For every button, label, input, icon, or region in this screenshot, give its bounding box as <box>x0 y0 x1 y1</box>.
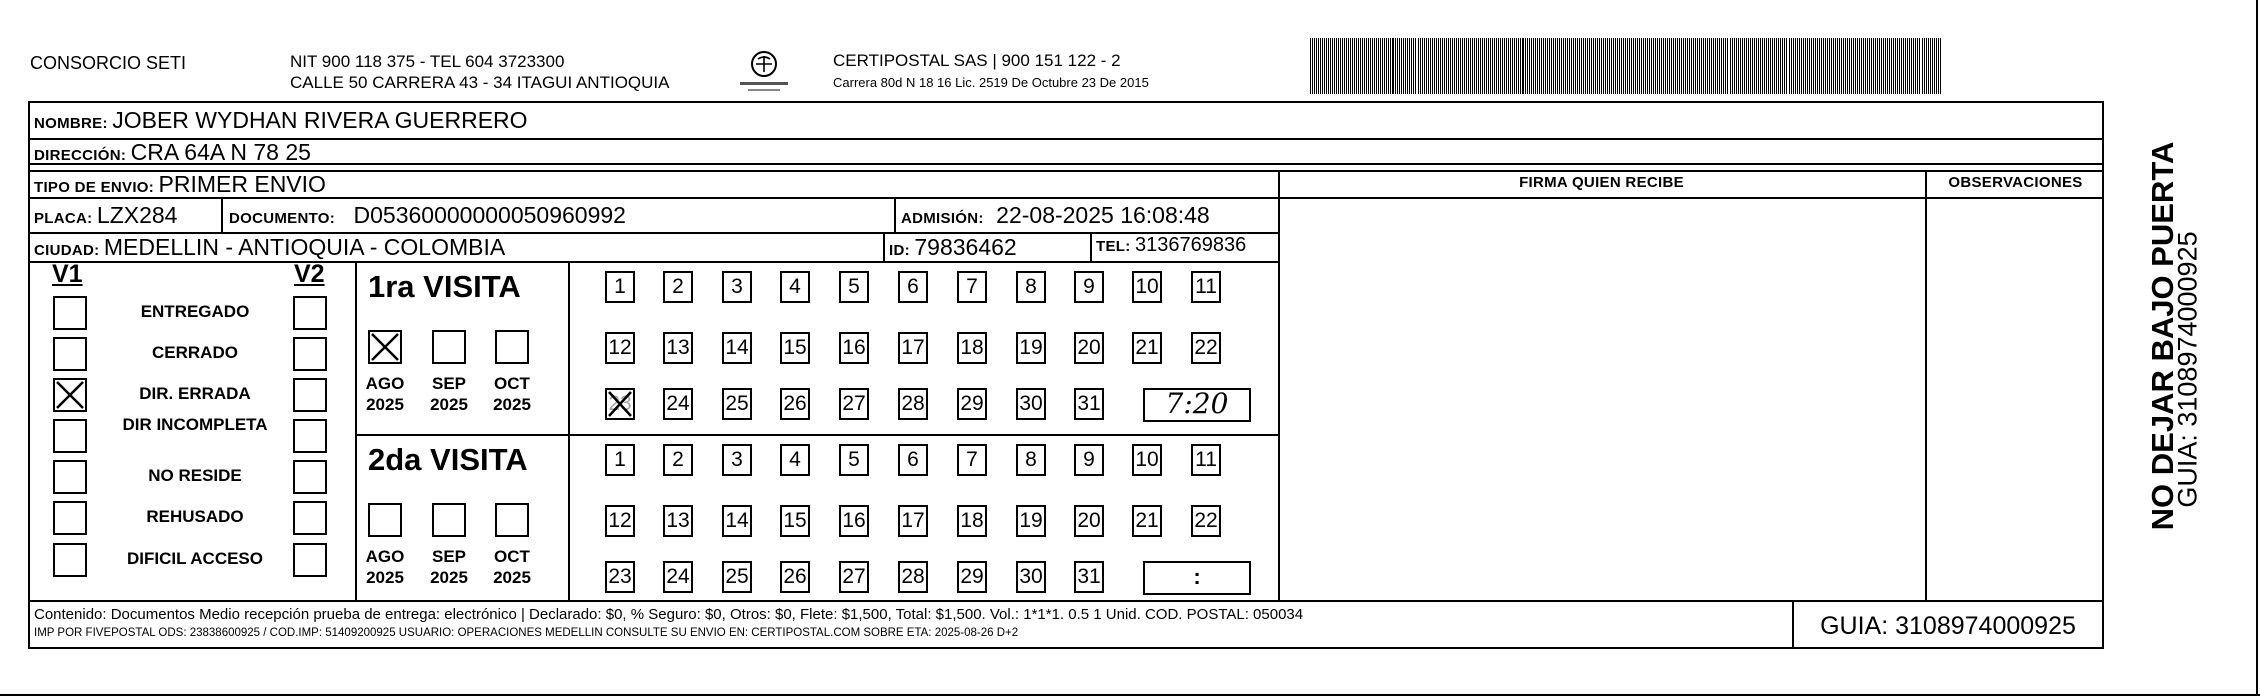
day-number: 24 <box>666 392 690 415</box>
direccion-label: DIRECCIÓN: <box>34 147 127 164</box>
day-number: 24 <box>666 565 690 588</box>
month-year: 2025 <box>366 568 404 587</box>
address-line: CALLE 50 CARRERA 43 - 34 ITAGUI ANTIOQUIA <box>290 73 670 92</box>
id-row <box>889 234 1017 261</box>
day-number: 10 <box>1135 275 1159 298</box>
day-number: 21 <box>1135 336 1159 359</box>
month-checkbox[interactable] <box>432 330 466 364</box>
day-box[interactable] <box>1016 505 1046 537</box>
day-box[interactable] <box>605 388 635 420</box>
status-v2-checkbox[interactable] <box>293 378 327 412</box>
day-box[interactable] <box>1074 388 1104 420</box>
day-number: 25 <box>725 565 749 588</box>
placa-label: PLACA: <box>34 210 93 227</box>
day-box[interactable] <box>1191 505 1221 537</box>
day-number: 16 <box>842 509 866 532</box>
month-label <box>419 373 479 415</box>
visit-title: 2da VISITA <box>368 442 528 477</box>
footer-line-2: IMP POR FIVEPOSTAL ODS: 23838600925 / COD.IMP: 51409200925 USUARIO: OPERACIONES MEDELLIN CONSULTE SU ENVIO EN: CERTIPOSTAL.COM SOBRE ETA: 2025-08-26 D+2 <box>34 627 1019 639</box>
day-number: 18 <box>960 336 984 359</box>
day-number: 12 <box>608 336 632 359</box>
ciudad-label: CIUDAD: <box>34 242 100 259</box>
month-year: 2025 <box>493 568 531 587</box>
status-label: DIR. ERRADA <box>139 384 251 403</box>
status-label: NO RESIDE <box>148 466 242 485</box>
day-number: 16 <box>842 336 866 359</box>
day-box[interactable] <box>839 505 869 537</box>
status-label: REHUSADO <box>146 507 244 526</box>
day-box[interactable] <box>605 444 635 476</box>
day-box[interactable] <box>605 561 635 593</box>
day-number: 3 <box>731 275 743 298</box>
month-name: SEP <box>431 374 467 393</box>
day-box[interactable] <box>780 271 810 303</box>
status-v1-checkbox[interactable] <box>53 419 87 453</box>
day-box[interactable] <box>839 271 869 303</box>
status-v2-checkbox[interactable] <box>293 337 327 371</box>
day-number: 31 <box>1077 565 1101 588</box>
time-value: 7:20 <box>1165 387 1229 420</box>
status-label: CERRADO <box>152 343 238 362</box>
day-number: 28 <box>901 392 925 415</box>
month-label <box>355 373 415 415</box>
day-number: 27 <box>842 392 866 415</box>
tipo-envio-label: TIPO DE ENVIO: <box>34 179 155 196</box>
month-name: AGO <box>365 547 405 566</box>
day-box[interactable] <box>663 505 693 537</box>
month-checkbox[interactable] <box>495 503 529 537</box>
day-number: 18 <box>960 509 984 532</box>
day-box[interactable] <box>722 388 752 420</box>
day-box[interactable] <box>722 332 752 364</box>
status-label: ENTREGADO <box>140 302 250 321</box>
day-box[interactable] <box>1132 444 1162 476</box>
visit-title: 1ra VISITA <box>368 269 521 304</box>
certipostal-subline: Carrera 80d N 18 16 Lic. 2519 De Octubre 23 De 2015 <box>833 75 1149 90</box>
certipostal-logo <box>736 46 792 96</box>
month-year: 2025 <box>366 395 404 414</box>
day-number: 30 <box>1019 392 1043 415</box>
nombre-row <box>34 107 528 134</box>
status-label: DIFICIL ACCESO <box>126 549 263 568</box>
month-year: 2025 <box>493 395 531 414</box>
month-name: OCT <box>494 374 530 393</box>
day-box[interactable] <box>1016 444 1046 476</box>
v2-label: V2 <box>294 260 325 288</box>
day-box[interactable] <box>957 332 987 364</box>
status-v1-checkbox[interactable] <box>53 337 87 371</box>
day-number: 30 <box>1019 565 1043 588</box>
month-year: 2025 <box>430 395 468 414</box>
nit-line: NIT 900 118 375 - TEL 604 3723300 <box>290 52 565 71</box>
day-box[interactable] <box>1016 561 1046 593</box>
day-box[interactable] <box>1016 388 1046 420</box>
ciudad-value: MEDELLIN - ANTIOQUIA - COLOMBIA <box>103 234 506 260</box>
day-number: 28 <box>901 565 925 588</box>
footer-line-1: Contenido: Documentos Medio recepción prueba de entrega: electrónico | Declarado: $0, % Seguro: $0, Otros: $0, Flete: $1,500, Total: $1,500. Vol.: 1*1*1. 0.5 1 Unid. COD. POSTAL: 050034 <box>34 606 1304 623</box>
day-number: 3 <box>731 448 743 471</box>
documento-label: DOCUMENTO: <box>229 210 336 227</box>
day-number: 7 <box>966 275 978 298</box>
day-number: 29 <box>960 565 984 588</box>
day-box[interactable] <box>780 561 810 593</box>
day-number: 26 <box>783 565 807 588</box>
day-box[interactable] <box>663 332 693 364</box>
observaciones-area[interactable] <box>1929 200 2102 598</box>
certipostal-line: CERTIPOSTAL SAS | 900 151 122 - 2 <box>833 51 1121 70</box>
day-number: 17 <box>901 336 925 359</box>
day-box[interactable] <box>663 444 693 476</box>
day-number: 20 <box>1077 509 1101 532</box>
day-box[interactable] <box>957 444 987 476</box>
day-box[interactable] <box>1074 332 1104 364</box>
month-label <box>482 546 542 588</box>
day-number: 21 <box>1135 509 1159 532</box>
status-v2-checkbox[interactable] <box>293 543 327 577</box>
status-label: DIR INCOMPLETA <box>122 415 268 434</box>
id-value: 79836462 <box>914 234 1017 260</box>
day-number: 9 <box>1083 275 1095 298</box>
day-box[interactable] <box>722 505 752 537</box>
day-box[interactable] <box>839 444 869 476</box>
day-number: 15 <box>783 509 807 532</box>
x-mark-icon <box>55 380 85 410</box>
day-number: 27 <box>842 565 866 588</box>
tel-label: TEL: <box>1096 238 1131 255</box>
documento-value: D05360000000050960992 <box>353 202 626 228</box>
side-text <box>2108 118 2203 578</box>
no-dejar-bajo-puerta: NO DEJAR BAJO PUERTA <box>2145 141 2180 531</box>
day-box[interactable] <box>957 561 987 593</box>
day-box[interactable] <box>663 561 693 593</box>
day-number: 25 <box>725 392 749 415</box>
status-v1-checkbox[interactable] <box>53 296 87 330</box>
day-box[interactable] <box>839 332 869 364</box>
observaciones-label: OBSERVACIONES <box>1948 174 2083 191</box>
day-box[interactable] <box>898 505 928 537</box>
day-box[interactable] <box>898 388 928 420</box>
barcode <box>1310 38 1950 94</box>
day-box[interactable] <box>898 444 928 476</box>
day-number: 1 <box>614 448 626 471</box>
day-box[interactable] <box>605 505 635 537</box>
side-guia: GUIA: 3108974000925 <box>2172 231 2203 508</box>
day-box[interactable] <box>957 388 987 420</box>
day-number: 23 <box>608 565 632 588</box>
firma-area[interactable] <box>1282 200 1922 598</box>
month-label <box>355 546 415 588</box>
day-box[interactable] <box>1016 332 1046 364</box>
day-box[interactable] <box>898 332 928 364</box>
day-number: 31 <box>1077 392 1101 415</box>
day-box[interactable] <box>1074 444 1104 476</box>
placa-value: LZX284 <box>96 202 178 228</box>
day-box[interactable] <box>1074 505 1104 537</box>
day-box[interactable] <box>663 271 693 303</box>
day-box[interactable] <box>780 505 810 537</box>
admision-value: 22-08-2025 16:08:48 <box>996 202 1210 228</box>
day-number: 7 <box>966 448 978 471</box>
day-box[interactable] <box>1132 332 1162 364</box>
day-box[interactable] <box>722 271 752 303</box>
v1-label: V1 <box>52 260 83 288</box>
tel-row <box>1096 234 1246 257</box>
day-box[interactable] <box>1132 505 1162 537</box>
direccion-row <box>34 139 311 166</box>
day-box[interactable] <box>1016 271 1046 303</box>
month-label <box>419 546 479 588</box>
tipo-envio-value: PRIMER ENVIO <box>158 171 326 197</box>
day-number: 13 <box>666 336 690 359</box>
day-box[interactable] <box>780 332 810 364</box>
day-number: 15 <box>783 336 807 359</box>
time-value: : <box>1193 564 1201 589</box>
month-checkbox[interactable] <box>495 330 529 364</box>
day-number: 6 <box>907 275 919 298</box>
day-number: 5 <box>848 448 860 471</box>
day-box[interactable] <box>1074 271 1104 303</box>
day-number: 22 <box>1194 509 1218 532</box>
admision-label: ADMISIÓN: <box>901 210 984 227</box>
firma-label: FIRMA QUIEN RECIBE <box>1519 174 1684 191</box>
month-name: SEP <box>431 547 467 566</box>
day-box[interactable] <box>722 561 752 593</box>
day-box[interactable] <box>780 388 810 420</box>
status-v2-checkbox[interactable] <box>293 296 327 330</box>
day-box[interactable] <box>898 271 928 303</box>
day-number: 29 <box>960 392 984 415</box>
day-number: 9 <box>1083 448 1095 471</box>
day-box[interactable] <box>898 561 928 593</box>
day-number: 5 <box>848 275 860 298</box>
day-box[interactable] <box>605 332 635 364</box>
day-number: 12 <box>608 509 632 532</box>
day-number: 8 <box>1025 448 1037 471</box>
day-box[interactable] <box>1074 561 1104 593</box>
day-number: 6 <box>907 448 919 471</box>
tel-value: 3136769836 <box>1134 234 1247 256</box>
nombre-label: NOMBRE: <box>34 115 108 132</box>
day-number: 14 <box>725 336 749 359</box>
month-checkbox[interactable] <box>368 330 402 364</box>
month-label <box>482 373 542 415</box>
day-box[interactable] <box>605 271 635 303</box>
admision-row <box>901 202 1210 229</box>
time-box[interactable] <box>1143 561 1251 595</box>
day-number: 2 <box>672 275 684 298</box>
direccion-value: CRA 64A N 78 25 <box>130 139 311 165</box>
documento-row <box>229 202 626 229</box>
footer-guia: GUIA: 3108974000925 <box>1820 612 2076 640</box>
x-mark-icon <box>370 332 400 362</box>
day-number: 10 <box>1135 448 1159 471</box>
day-number: 11 <box>1195 275 1217 298</box>
day-box[interactable] <box>957 505 987 537</box>
day-number: 17 <box>901 509 925 532</box>
day-box[interactable] <box>1191 444 1221 476</box>
day-box[interactable] <box>957 271 987 303</box>
status-v1-checkbox[interactable] <box>53 543 87 577</box>
company-name: CONSORCIO SETI <box>30 53 187 73</box>
status-v2-checkbox[interactable] <box>293 460 327 494</box>
status-v1-checkbox[interactable] <box>53 378 87 412</box>
month-year: 2025 <box>430 568 468 587</box>
day-box[interactable] <box>1191 271 1221 303</box>
day-number: 4 <box>789 448 801 471</box>
month-checkbox[interactable] <box>368 503 402 537</box>
day-number: 19 <box>1019 336 1043 359</box>
status-v1-checkbox[interactable] <box>53 460 87 494</box>
day-number: 23 <box>608 392 632 415</box>
day-number: 19 <box>1019 509 1043 532</box>
month-name: OCT <box>494 547 530 566</box>
day-number: 14 <box>725 509 749 532</box>
day-box[interactable] <box>780 444 810 476</box>
nombre-value: JOBER WYDHAN RIVERA GUERRERO <box>112 107 528 133</box>
status-v2-checkbox[interactable] <box>293 501 327 535</box>
day-number: 8 <box>1025 275 1037 298</box>
day-number: 20 <box>1077 336 1101 359</box>
day-box[interactable] <box>839 388 869 420</box>
time-box[interactable] <box>1143 388 1251 422</box>
day-number: 22 <box>1194 336 1218 359</box>
day-number: 13 <box>666 509 690 532</box>
day-number: 26 <box>783 392 807 415</box>
month-name: AGO <box>365 374 405 393</box>
tipo-envio-row <box>34 171 326 198</box>
placa-row <box>34 202 177 229</box>
day-box[interactable] <box>1191 332 1221 364</box>
ciudad-row <box>34 234 505 261</box>
status-v1-checkbox[interactable] <box>53 501 87 535</box>
day-number: 4 <box>789 275 801 298</box>
day-box[interactable] <box>1132 271 1162 303</box>
day-number: 2 <box>672 448 684 471</box>
month-checkbox[interactable] <box>432 503 466 537</box>
day-box[interactable] <box>722 444 752 476</box>
status-v2-checkbox[interactable] <box>293 419 327 453</box>
day-box[interactable] <box>839 561 869 593</box>
day-number: 11 <box>1195 448 1217 471</box>
id-label: ID: <box>889 242 910 259</box>
day-box[interactable] <box>663 388 693 420</box>
day-number: 1 <box>614 275 626 298</box>
